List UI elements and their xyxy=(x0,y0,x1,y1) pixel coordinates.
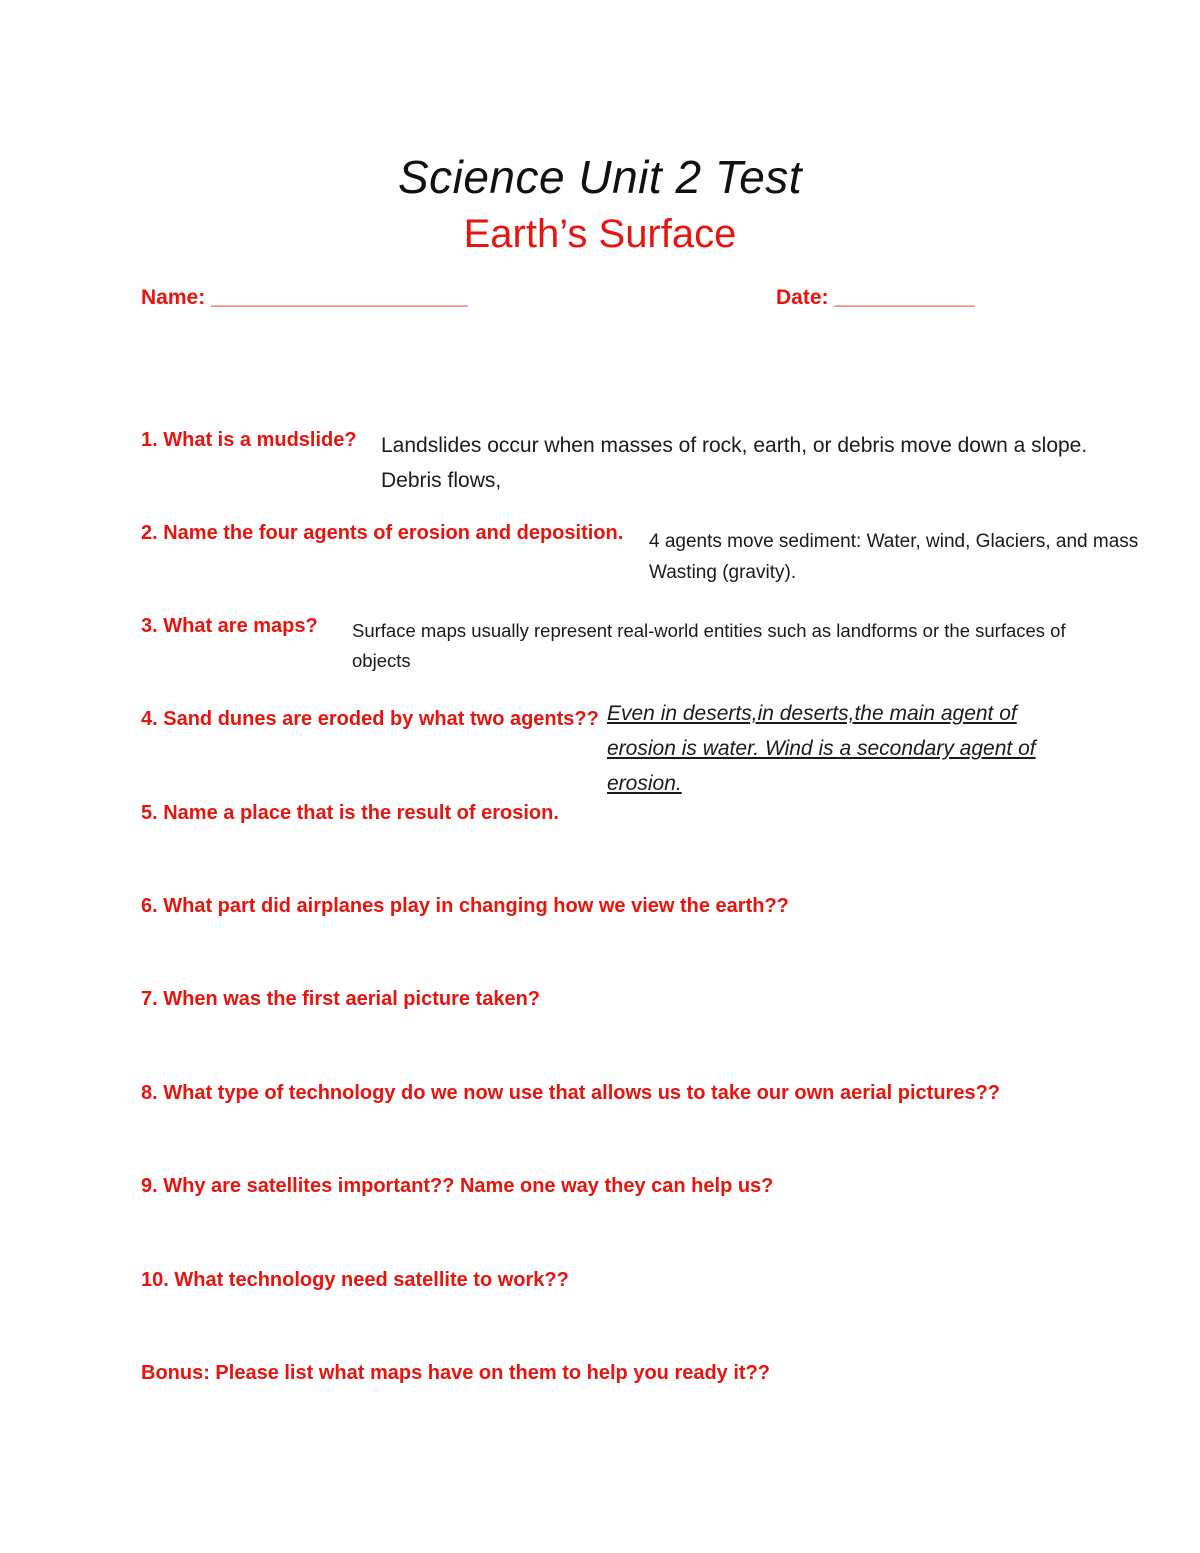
answer-3-line: Surface maps usually represent real-world entities such as landforms or the surfaces of xyxy=(352,620,1066,641)
name-field: Name: ______________________ xyxy=(141,286,468,309)
date-field: Date: ____________ xyxy=(776,286,975,309)
question-bonus: Bonus: Please list what maps have on them to help you ready it?? xyxy=(141,1362,771,1384)
question-4: 4. Sand dunes are eroded by what two agents?? xyxy=(141,708,599,730)
question-9: 9. Why are satellites important?? Name one way they can help us? xyxy=(141,1175,774,1197)
answer-4-line: Even in deserts,in deserts,the main agent of xyxy=(607,702,1017,725)
answer-4-line: erosion. xyxy=(607,772,682,795)
question-8: 8. What type of technology do we now use that allows us to take our own aerial pictures?? xyxy=(141,1082,1001,1104)
question-5: 5. Name a place that is the result of erosion. xyxy=(141,802,559,824)
question-10: 10. What technology need satellite to work?? xyxy=(141,1269,569,1291)
answer-1-line: Debris flows, xyxy=(381,469,502,492)
question-1: 1. What is a mudslide? xyxy=(141,429,357,451)
question-2: 2. Name the four agents of erosion and deposition. xyxy=(141,522,624,544)
answer-4-line: erosion is water. Wind is a secondary agent of xyxy=(607,737,1036,760)
answer-1-line: Landslides occur when masses of rock, earth, or debris move down a slope. xyxy=(381,434,1088,457)
answer-4 xyxy=(607,696,1036,801)
page-subtitle: Earth’s Surface xyxy=(463,212,737,256)
answer-3 xyxy=(352,616,1066,676)
answer-1 xyxy=(381,428,1087,498)
question-3: 3. What are maps? xyxy=(141,615,318,637)
page-title: Science Unit 2 Test xyxy=(397,151,803,203)
question-7: 7. When was the first aerial picture taken? xyxy=(141,988,541,1010)
answer-3-line: objects xyxy=(352,650,411,671)
answer-2-line: 4 agents move sediment: Water, wind, Glaciers, and mass xyxy=(649,531,1139,552)
answer-2 xyxy=(649,526,1138,588)
question-6: 6. What part did airplanes play in changing how we view the earth?? xyxy=(141,895,789,917)
answer-2-line: Wasting (gravity). xyxy=(649,562,797,583)
